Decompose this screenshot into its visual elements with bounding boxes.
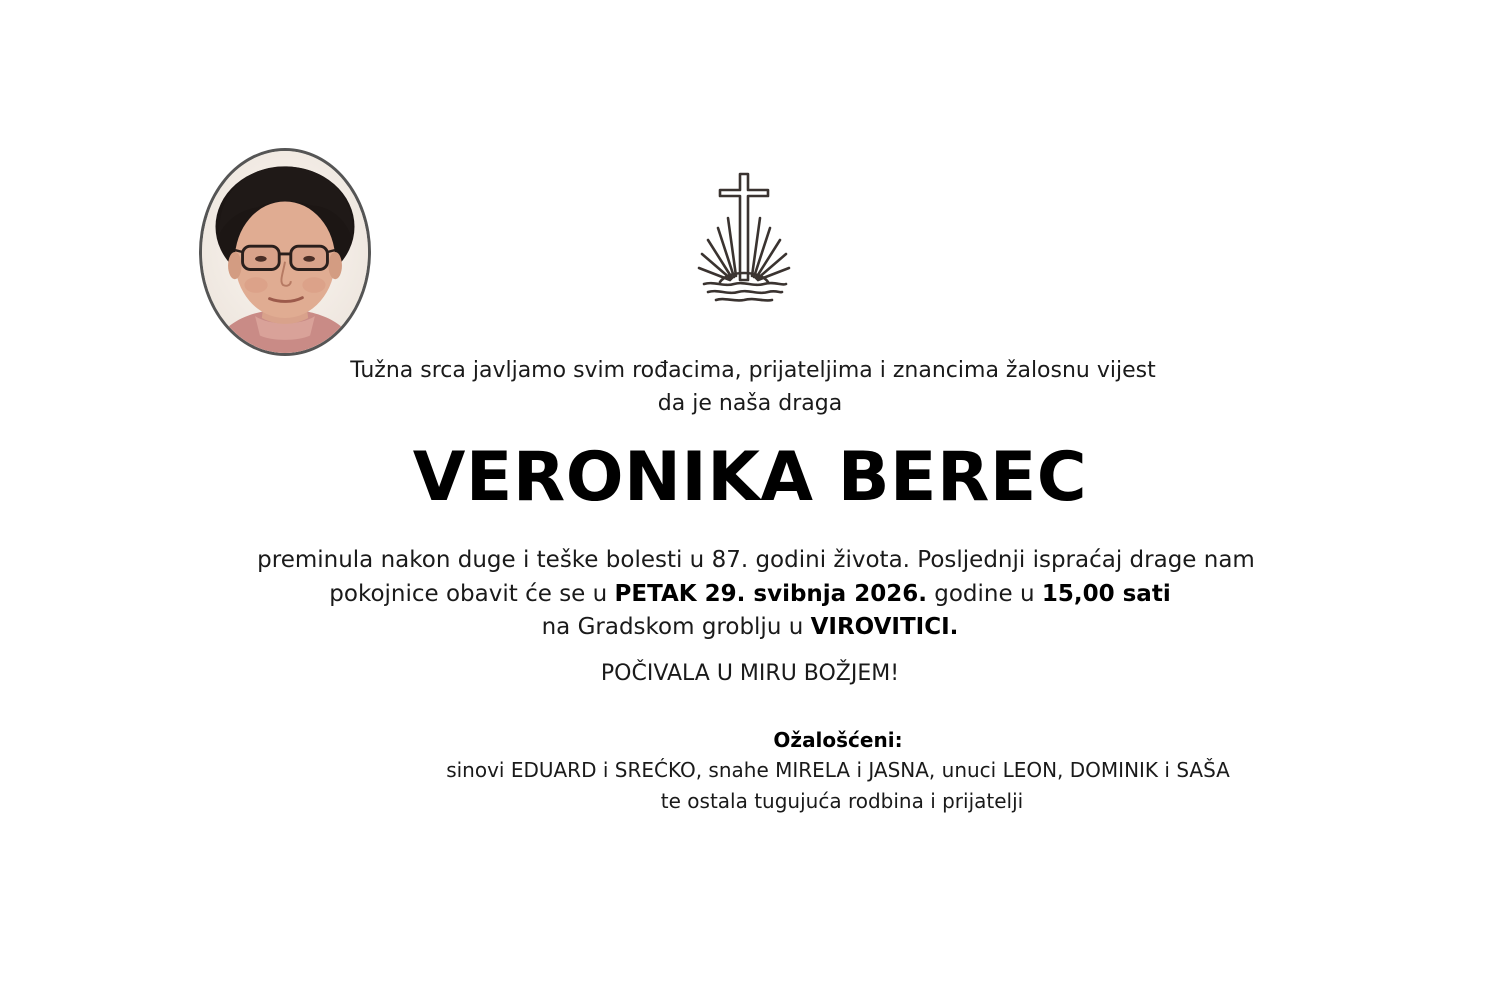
funeral-place: VIROVITICI. bbox=[810, 614, 959, 640]
announcement-line-3-prefix: na Gradskom groblju u bbox=[541, 614, 811, 640]
funeral-date: PETAK 29. svibnja 2026. bbox=[614, 581, 927, 607]
announcement-line-2-prefix: pokojnice obavit će se u bbox=[329, 581, 615, 607]
announcement-line-2-middle: godine u bbox=[926, 581, 1042, 607]
mourners-line-2: te ostala tugujuća rodbina i prijatelji bbox=[660, 789, 1024, 813]
portrait-photo bbox=[199, 148, 371, 356]
announcement-line-3 bbox=[0, 610, 1500, 644]
intro-line-1: Tužna srca javljamo svim rođacima, prijateljima i znancima žalosnu vijest bbox=[350, 358, 1156, 383]
cross-sunrise-icon bbox=[694, 170, 794, 305]
announcement-line-1: preminula nakon duge i teške bolesti u 87. godini života. Posljednji ispraćaj drage nam bbox=[257, 547, 1255, 573]
announcement-line-2 bbox=[0, 577, 1500, 611]
intro-line-2: da je naša draga bbox=[657, 391, 843, 416]
mourners-line-1: sinovi EDUARD i SREĆKO, snahe MIRELA i JASNA, unuci LEON, DOMINIK i SAŠA bbox=[446, 758, 1230, 782]
deceased-name: VERONIKA BEREC bbox=[412, 438, 1088, 517]
mourners-label: Ožalošćeni: bbox=[773, 728, 903, 752]
funeral-time: 15,00 sati bbox=[1041, 581, 1171, 607]
rest-in-peace: POČIVALA U MIRU BOŽJEM! bbox=[600, 661, 900, 686]
